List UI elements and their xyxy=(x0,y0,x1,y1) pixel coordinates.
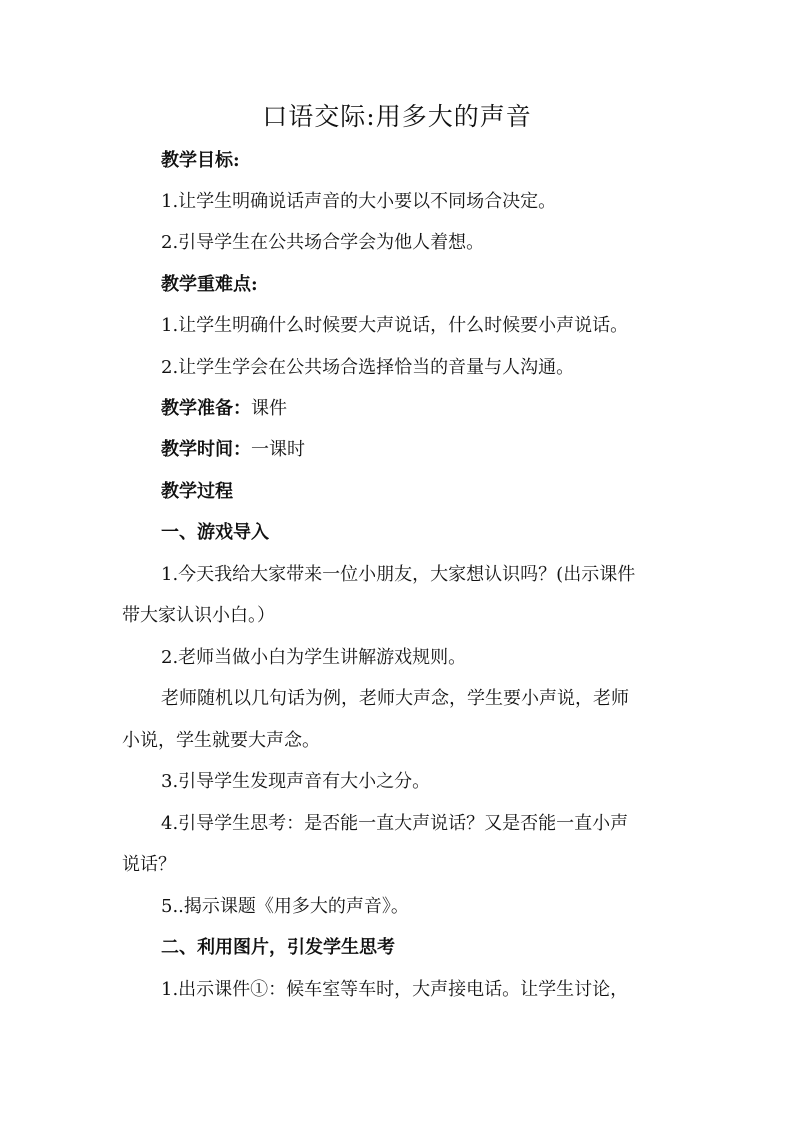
objective-1: 1.让学生明确说话声音的大小要以不同场合决定。 xyxy=(161,191,557,212)
s1-note-line1: 老师随机以几句话为例，老师大声念，学生要小声说，老师 xyxy=(161,688,629,709)
s1-note-line2: 小说，学生就要大声念。 xyxy=(122,730,320,751)
teaching-time xyxy=(161,435,682,465)
objectives-heading: 教学目标: xyxy=(161,150,240,171)
keypoint-1: 1.让学生明确什么时候要大声说话，什么时候要小声说话。 xyxy=(161,315,629,336)
section-2-heading: 二、利用图片，引发学生思考 xyxy=(161,937,395,958)
objective-2: 2.引导学生在公共场合学会为他人着想。 xyxy=(161,232,485,253)
s1-item3: 3.引导学生发现声音有大小之分。 xyxy=(161,771,431,792)
s1-item2: 2.老师当做小白为学生讲解游戏规则。 xyxy=(161,647,467,668)
s2-item1-line1: 1.出示课件①：候车室等车时，大声接电话。让学生讨论， xyxy=(161,979,629,1000)
prep-label: 教学准备： xyxy=(161,398,251,419)
time-label: 教学时间： xyxy=(161,439,251,460)
s1-item1-line1: 1.今天我给大家带来一位小朋友，大家想认识吗？(出示课件 xyxy=(161,564,636,585)
section-1-heading: 一、游戏导入 xyxy=(161,522,269,543)
s1-item5: 5..揭示课题《用多大的声音》。 xyxy=(161,896,409,917)
process-heading: 教学过程 xyxy=(161,481,233,502)
s1-item1-line2: 带大家认识小白。） xyxy=(122,605,275,626)
time-value: 一课时 xyxy=(251,439,305,460)
prep-value: 课件 xyxy=(251,398,287,419)
teaching-prep xyxy=(161,394,682,424)
page-title: 口语交际:用多大的声音 xyxy=(262,102,532,131)
s1-item4-line2: 说话？ xyxy=(122,854,176,875)
keypoints-heading: 教学重难点: xyxy=(161,274,258,295)
keypoint-2: 2.让学生学会在公共场合选择恰当的音量与人沟通。 xyxy=(161,357,575,378)
s1-item4-line1: 4.引导学生思考：是否能一直大声说话？又是否能一直小声 xyxy=(161,813,629,834)
